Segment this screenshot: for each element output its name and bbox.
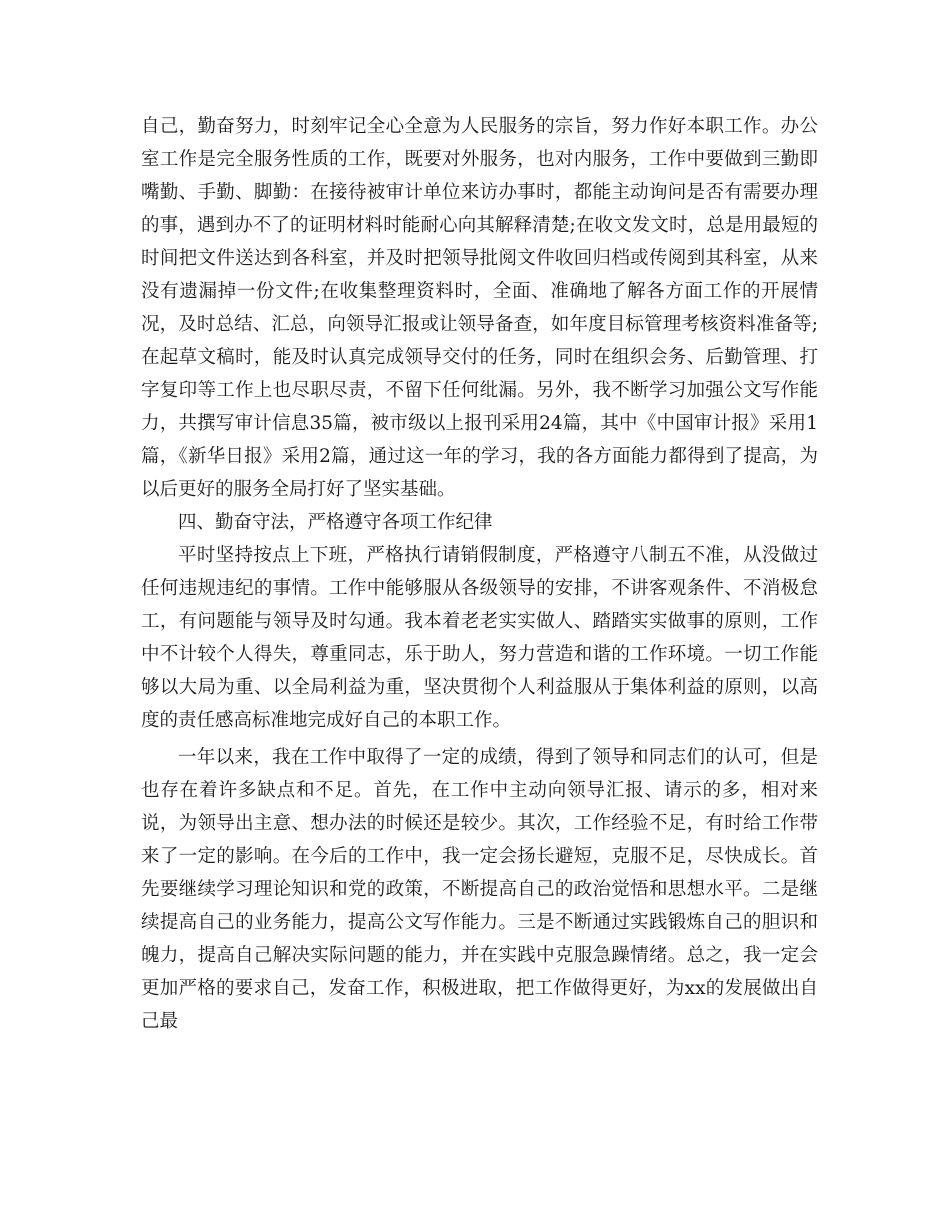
paragraph-discipline: 平时坚持按点上下班，严格执行请销假制度，严格遵守八制五不准，从没做过任何违规违纪的事情。工作中能够服从各级领导的安排，不讲客观条件、不消极怠工，有问题能与领导及时勾通。我本着老老实实做人、踏踏实实做事的原则，工作中不计较个人得失，尊重同志，乐于助人，努力营造和谐的工作环境。一切工作能够以大局为重、以全局利益为重，坚决贯彻个人利益服从于集体利益的原则，以高度的责任感高标准地完成好自己的本职工作。	[141, 545, 818, 731]
section-heading-discipline: 四、勤奋守法，严格遵守各项工作纪律	[178, 512, 493, 533]
paragraph-summary: 一年以来，我在工作中取得了一定的成绩，得到了领导和同志们的认可，但是也存在着许多缺点和不足。首先，在工作中主动向领导汇报、请示的多，相对来说，为领导出主意、想办法的时候还是较少。其次，工作经验不足，有时给工作带来了一定的影响。在今后的工作中，我一定会扬长避短，克服不足，尽快成长。首先要继续学习理论知识和党的政策，不断提高自己的政治觉悟和思想水平。二是继续提高自己的业务能力，提高公文写作能力。三是不断通过实践锻炼自己的胆识和魄力，提高自己解决实际问题的能力，并在实践中克服急躁情绪。总之，我一定会更加严格的要求自己，发奋工作，积极进取，把工作做得更好，为xx的发展做出自己最	[141, 747, 818, 1032]
paragraph-office-work: 自己，勤奋努力，时刻牢记全心全意为人民服务的宗旨，努力作好本职工作。办公室工作是完全服务性质的工作，既要对外服务，也对内服务，工作中要做到三勤即嘴勤、手勤、脚勤：在接待被审计单位来访办事时，都能主动询问是否有需要办理的事，遇到办不了的证明材料时能耐心向其解释清楚;在收文发文时，总是用最短的时间把文件送达到各科室，并及时把领导批阅文件收回归档或传阅到其科室，从来没有遗漏掉一份文件;在收集整理资料时，全面、准确地了解各方面工作的开展情况，及时总结、汇总，向领导汇报或让领导备查，如年度目标管理考核资料准备等;在起草文稿时，能及时认真完成领导交付的任务，同时在组织会务、后勤管理、打字复印等工作上也尽职尽责，不留下任何纰漏。另外，我不断学习加强公文写作能力，共撰写审计信息35篇，被市级以上报刊采用24篇，其中《中国审计报》采用1篇，《新华日报》采用2篇，通过这一年的学习，我的各方面能力都得到了提高，为以后更好的服务全局打好了坚实基础。	[141, 116, 818, 500]
